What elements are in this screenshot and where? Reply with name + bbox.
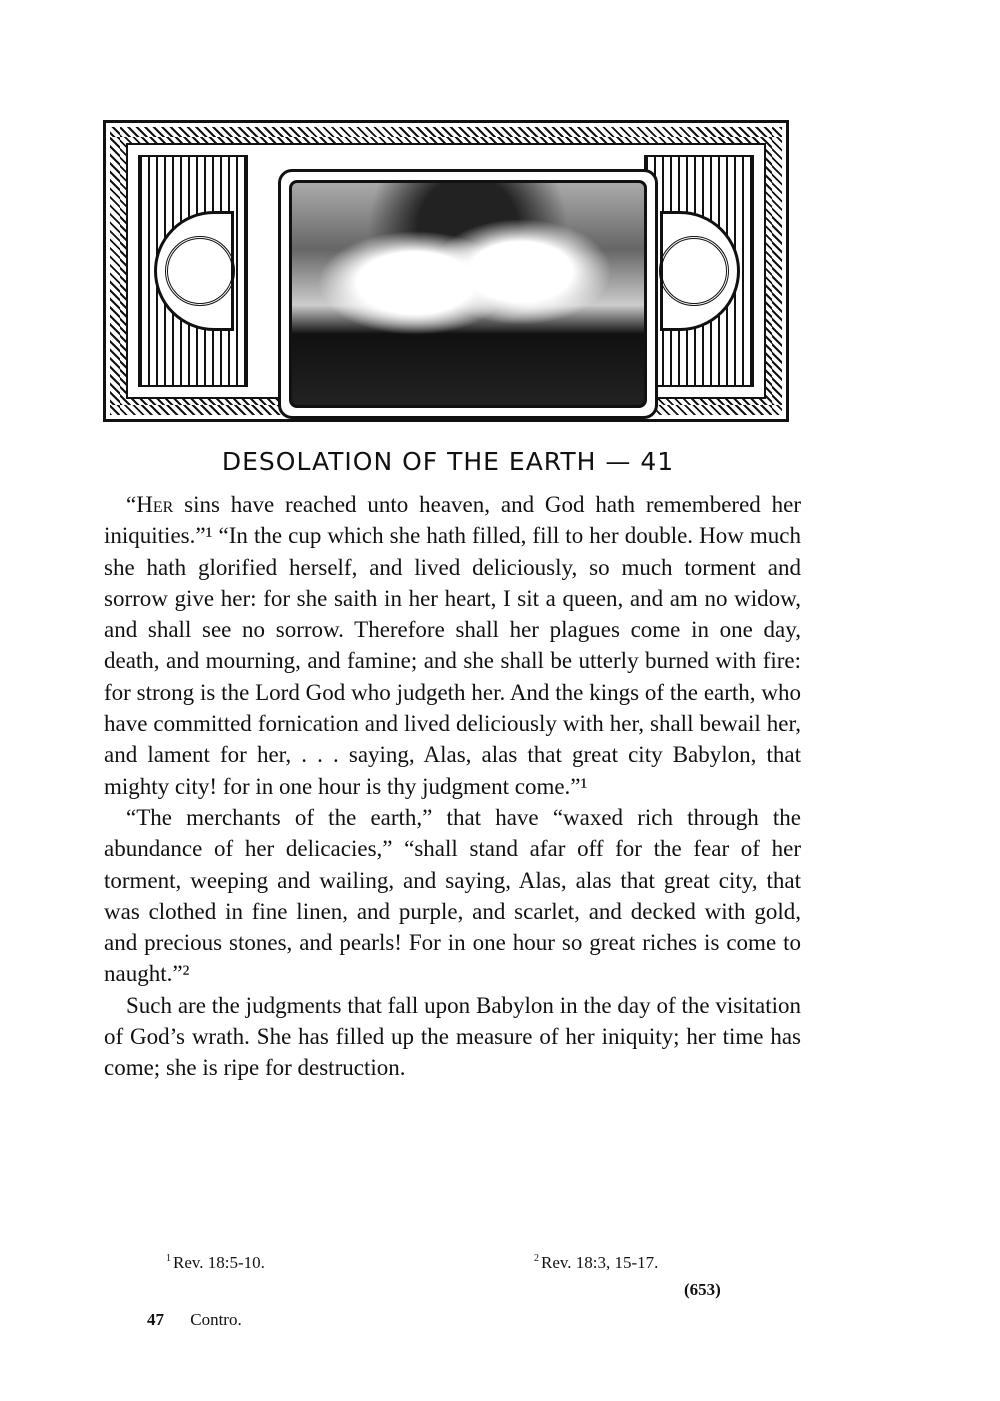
footnote-marker: 1 [166, 1253, 171, 1265]
paragraph-text: “The merchants of the earth,” that have “waxed rich through the abundance of her delicacies,” “shall stand afar off for the fear of her torment, weeping and wailing, and saying, Alas, alas that great city, that was clothed in fine linen, and purple, and scarlet, and decked with gold, and precious stones, and pearls! For in one hour so great riches is come to naught.”² [104, 804, 801, 987]
footnote-text: Rev. 18:5-10. [173, 1253, 265, 1272]
burning-city-photo [289, 180, 647, 408]
footnote [534, 1253, 658, 1273]
paragraph [104, 489, 801, 802]
rose-window-left [154, 211, 234, 331]
rose-window-ornament-left [138, 155, 248, 387]
chapter-title: DESOLATION OF THE EARTH — 41 [221, 447, 675, 476]
photo-frame [278, 169, 658, 419]
paragraph-text: sins have reached unto heaven, and God hath remembered her iniquities.”¹ “In the cup which she hath filled, fill to her double. How much she hath glorified herself, and lived deliciously, so much torment and sorrow give her: for she saith in her heart, I sit a queen, and am no widow, and shall see no sorrow. Therefore shall her plagues come in one day, death, and mourning, and famine; and she shall be utterly burned with fire: for strong is the Lord God who judgeth her. And the kings of the earth, who have committed fornication and lived deliciously with her, shall bewail her, and lament for her, . . . saying, Alas, alas that great city Babylon, that mighty city! for in one hour is thy judgment come.”¹ [104, 492, 801, 799]
paragraph-text: Such are the judgments that fall upon Babylon in the day of the visitation of God’s wrath. She has filled up the measure of her iniquity; her time has come; she is ripe for destruction. [104, 992, 801, 1081]
header-illustration [103, 120, 789, 422]
body-text [104, 489, 801, 1084]
inner-panel [126, 143, 766, 399]
printer-signature [147, 1310, 242, 1330]
footnote [166, 1253, 265, 1273]
signature-label: Contro. [190, 1310, 242, 1329]
rose-window-right [660, 211, 740, 331]
footnote-text: Rev. 18:3, 15-17. [541, 1253, 659, 1272]
footnote-marker: 2 [534, 1253, 539, 1265]
signature-number: 47 [147, 1310, 164, 1329]
page-number: (653) [684, 1280, 721, 1299]
paragraph [104, 802, 801, 990]
rose-window-ornament-right [644, 155, 754, 387]
paragraph-lead: “Her [126, 492, 174, 517]
paragraph [104, 990, 801, 1084]
